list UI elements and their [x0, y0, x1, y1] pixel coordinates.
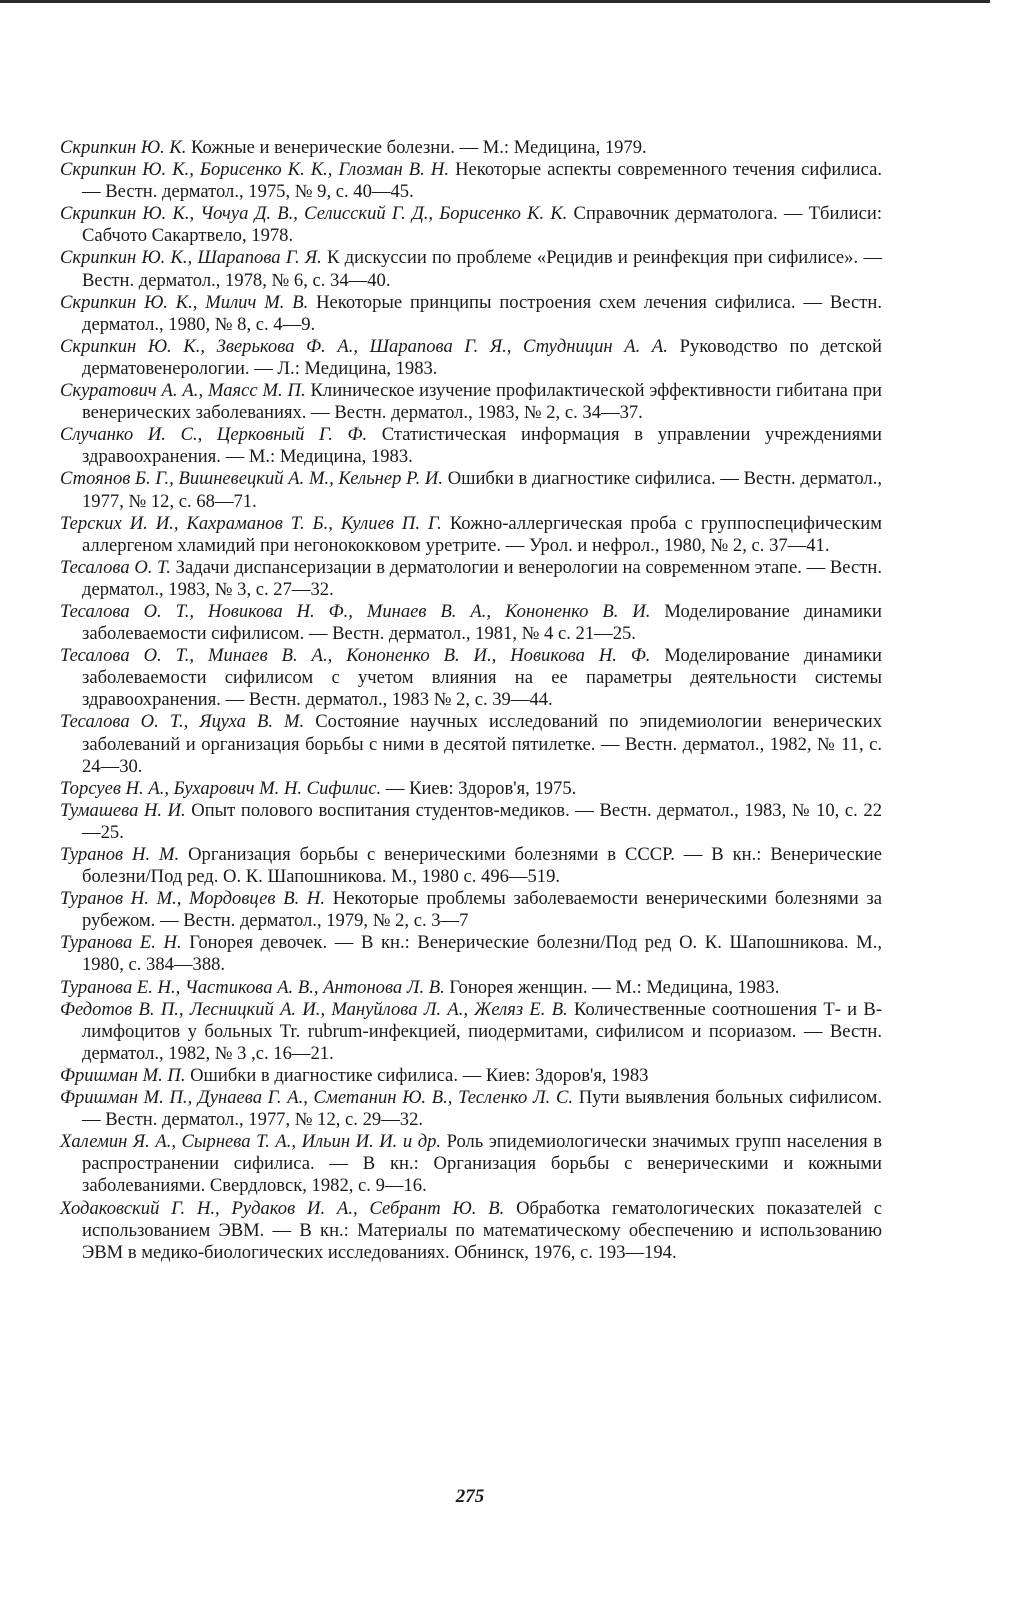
reference-authors: Туранов Н. М., Мордовцев В. Н.	[60, 888, 325, 910]
reference-text: Пути выявления больных сифилисом. — Вестн. дерматол., 1977, № 12, с. 29—32.	[82, 1087, 882, 1131]
reference-entry	[60, 800, 882, 844]
reference-text: Задачи диспансеризации в дерматологии и венерологии на современном этапе. — Вестн. дерматол., 1983, № 3, с. 27—32.	[82, 556, 882, 600]
reference-entry	[60, 1065, 882, 1087]
reference-text: Некоторые аспекты современного течения сифилиса. — Вестн. дерматол., 1975, № 9, с. 40—45.	[82, 159, 882, 203]
reference-authors: Тесалова О. Т., Минаев В. А., Кононенко В. И., Новикова Н. Ф.	[60, 645, 651, 667]
reference-entry	[60, 888, 882, 932]
reference-authors: Скрипкин Ю. К.	[60, 137, 187, 158]
reference-entry	[60, 557, 882, 601]
reference-authors: Туранова Е. Н., Частикова А. В., Антонова Л. В.	[60, 976, 445, 998]
reference-entry	[60, 292, 882, 336]
reference-entry	[60, 645, 882, 711]
reference-authors: Тумашева Н. И.	[60, 799, 186, 821]
reference-authors: Скрипкин Ю. К., Милич М. В.	[60, 291, 309, 313]
reference-text: Кожные и венерические болезни. — М.: Медицина, 1979.	[186, 137, 647, 158]
reference-entry	[60, 247, 882, 291]
reference-text: Моделирование динамики заболеваемости сифилисом. — Вестн. дерматол., 1981, № 4 с. 21—25.	[82, 600, 883, 645]
reference-text: Ошибки в диагностике сифилиса. — Киев: Здоров'я, 1983	[185, 1064, 649, 1086]
reference-text: Количественные соотношения Т- и В-лимфоцитов у больных Tr. rubrum-инфекцией, пиодермитами, сифилисом и псориазом. — Вестн. дерматол., 1982, № 3 ,с. 16—21.	[82, 998, 883, 1064]
reference-authors: Тесалова О. Т.	[60, 556, 171, 578]
reference-list	[60, 137, 882, 1264]
reference-authors: Случанко И. С., Церковный Г. Ф.	[60, 424, 368, 446]
reference-text: Статистическая информация в управлении учреждениями здравоохранения. — М.: Медицина, 1983.	[82, 424, 882, 468]
reference-entry	[60, 999, 882, 1065]
reference-authors: Ходаковский Г. Н., Рудаков И. А., Себрант Ю. В.	[60, 1197, 505, 1219]
reference-text: Состояние научных исследований по эпидемиологии венерических заболеваний и организация борьбы с ними в десятой пятилетке. — Вестн. дерматол., 1982, № 11, с. 24—30.	[82, 711, 882, 777]
reference-text: — Киев: Здоров'я, 1975.	[381, 777, 577, 799]
reference-text: Клиническое изучение профилактической эффективности гибитана при венерических заболеваниях. — Вестн. дерматол., 1983, № 2, с. 34—37.	[82, 380, 882, 424]
page-number: 275	[455, 1486, 485, 1507]
reference-entry	[60, 1198, 882, 1264]
reference-authors: Терских И. И., Кахраманов Т. Б., Кулиев П. Г.	[60, 512, 442, 534]
reference-entry	[60, 336, 882, 380]
reference-authors: Стоянов Б. Г., Вишневецкий А. М., Кельнер Р. И.	[60, 468, 444, 490]
reference-text: Моделирование динамики заболеваемости сифилисом с учетом влияния на ее параметры деятельности системы здравоохранения. — Вестн. дерматол., 1983 № 2, с. 39—44.	[82, 645, 883, 711]
reference-entry	[60, 203, 882, 247]
reference-entry	[60, 711, 882, 777]
reference-text: Кожно-аллергическая проба с группоспецифическим аллергеном хламидий при негонококковом уретрите. — Урол. и нефрол., 1980, № 2, с. 37—41.	[82, 512, 882, 556]
reference-authors: Халемин Я. А., Сырнева Т. А., Ильин И. И. и др.	[60, 1131, 442, 1153]
reference-authors: Скрипкин Ю. К., Чочуа Д. В., Селисский Г. Д., Борисенко К. К.	[60, 203, 568, 225]
reference-authors: Скуратович А. А., Маясс М. П.	[60, 380, 306, 402]
reference-text: Ошибки в диагностике сифилиса. — Вестн. дерматол., 1977, № 12, с. 68—71.	[82, 468, 882, 512]
reference-entry	[60, 468, 882, 512]
reference-text: Справочник дерматолога. — Тбилиси: Сабчото Сакартвело, 1978.	[82, 203, 882, 247]
reference-entry	[60, 513, 882, 557]
reference-text: Обработка гематологических показателей с использованием ЭВМ. — В кн.: Материалы по математическому обеспечению и использованию ЭВМ в медико-биологических исследованиях. Обнинск, 1976, с. 193—194.	[82, 1197, 883, 1263]
reference-entry	[60, 424, 882, 468]
reference-entry	[60, 380, 882, 424]
reference-text: Некоторые принципы построения схем лечения сифилиса. — Вестн. дерматол., 1980, № 8, с. 4—9.	[82, 291, 882, 335]
reference-text: Роль эпидемиологически значимых групп населения в распространении сифилиса. — В кн.: Организация борьбы с венерическими и кожными заболеваниями. Свердловск, 1982, с. 9—16.	[82, 1131, 883, 1197]
reference-entry	[60, 1131, 882, 1197]
reference-authors: Торсуев Н. А., Бухарович М. Н. Сифилис.	[60, 777, 382, 799]
reference-text: Некоторые проблемы заболеваемости венерическими болезнями за рубежом. — Вестн. дерматол., 1979, № 2, с. 3—7	[82, 888, 882, 932]
reference-entry	[60, 159, 882, 203]
reference-entry	[60, 932, 882, 976]
reference-authors: Скрипкин Ю. К., Шарапова Г. Я.	[60, 247, 322, 269]
reference-authors: Фришман М. П.	[60, 1064, 186, 1086]
reference-authors: Скрипкин Ю. К., Зверькова Ф. А., Шарапова Г. Я., Студницин А. А.	[60, 335, 668, 357]
reference-entry	[60, 1087, 882, 1131]
reference-authors: Туранов Н. М.	[60, 844, 180, 865]
reference-authors: Тесалова О. Т., Яцуха В. М.	[60, 711, 305, 733]
reference-entry	[60, 601, 882, 645]
reference-authors: Тесалова О. Т., Новикова Н. Ф., Минаев В. А., Кононенко В. И.	[60, 600, 651, 622]
reference-entry	[60, 977, 882, 999]
reference-authors: Скрипкин Ю. К., Борисенко К. К., Глозман В. Н.	[60, 159, 449, 181]
reference-authors: Туранова Е. Н.	[60, 932, 182, 954]
reference-text: Гонорея женщин. — М.: Медицина, 1983.	[444, 976, 780, 998]
reference-text: К дискуссии по проблеме «Рецидив и реинфекция при сифилисе». — Вестн. дерматол., 1978, № 6, с. 34—40.	[82, 247, 882, 291]
reference-entry	[60, 137, 882, 159]
reference-entry	[60, 844, 882, 888]
reference-text: Руководство по детской дерматовенерологии. — Л.: Медицина, 1983.	[82, 335, 883, 379]
reference-text: Организация борьбы с венерическими болезнями в СССР. — В кн.: Венерические болезни/Под ред. О. К. Шапошникова. М., 1980 с. 496—519.	[82, 844, 883, 888]
reference-text: Гонорея девочек. — В кн.: Венерические болезни/Под ред О. К. Шапошникова. М., 1980, с. 384—388.	[82, 932, 882, 976]
top-rule	[0, 0, 990, 3]
reference-text: Опыт полового воспитания студентов-медиков. — Вестн. дерматол., 1983, № 10, с. 22—25.	[82, 799, 882, 843]
reference-authors: Фришман М. П., Дунаева Г. А., Сметанин Ю. В., Тесленко Л. С.	[60, 1087, 574, 1109]
reference-authors: Федотов В. П., Лесницкий А. И., Мануйлова Л. А., Желяз Е. В.	[60, 998, 568, 1020]
reference-entry	[60, 778, 882, 800]
